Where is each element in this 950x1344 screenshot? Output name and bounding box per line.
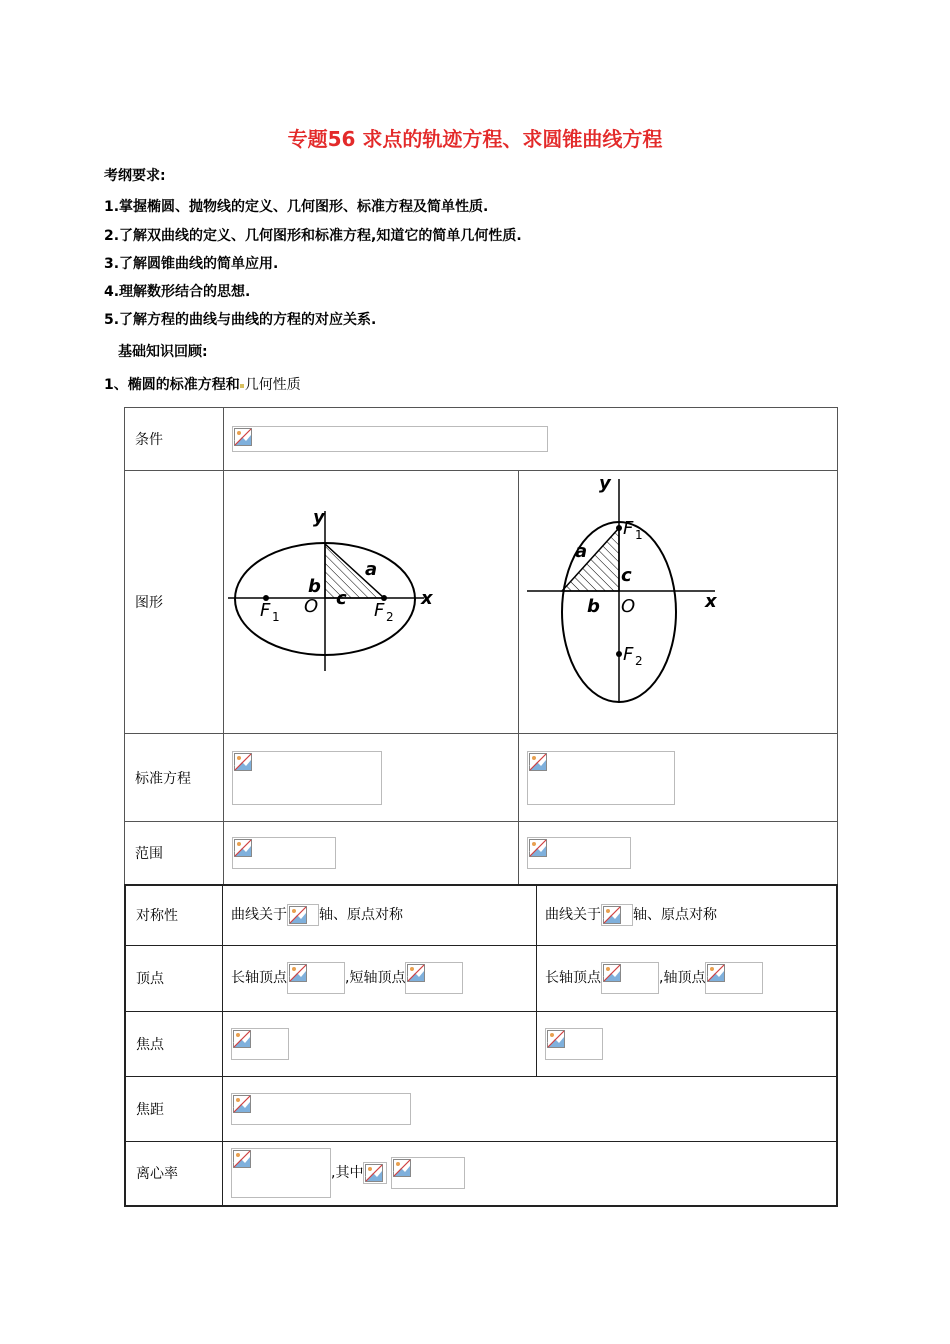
requirement-item: 4.理解数形结合的思想. [104, 284, 251, 300]
basics-heading: 基础知识回顾: [118, 344, 208, 360]
horizontal-ellipse-diagram [224, 471, 518, 733]
formula-image [405, 962, 463, 994]
focus-point-f2 [616, 651, 622, 657]
vertices-cell-right [537, 945, 838, 1011]
range-cell-right [519, 822, 838, 885]
row-label-std-equation: 标准方程 [125, 734, 224, 822]
image-top-mask [525, 471, 721, 475]
section-heading-bold: 1、椭圆的标准方程和 [104, 377, 240, 393]
ellipse-properties-table-upper [124, 407, 838, 885]
formula-image [601, 962, 659, 994]
formula-image [287, 962, 345, 994]
formula-image [545, 1028, 603, 1060]
horizontal-ellipse-figure-cell [224, 471, 519, 734]
y-axis-label: y [599, 473, 611, 494]
vertices-cell-left [223, 945, 537, 1011]
broken-image-icon [603, 964, 621, 982]
foci-cell-right [537, 1011, 838, 1076]
symmetry-post-text: 轴、原点对称 [319, 907, 403, 924]
requirement-item: 2.了解双曲线的定义、几何图形和标准方程,知道它的简单几何性质. [104, 228, 522, 244]
requirement-item: 3.了解圆锥曲线的简单应用. [104, 256, 279, 272]
section-heading [104, 374, 301, 394]
broken-image-icon [529, 839, 547, 857]
f1-subscript: 1 [635, 528, 643, 542]
long-axis-vertex-text: 长轴顶点 [545, 970, 601, 986]
broken-image-icon [365, 1164, 383, 1182]
requirements-heading: 考纲要求: [104, 168, 166, 184]
range-cell-left [224, 822, 519, 885]
formula-image [231, 1093, 411, 1125]
broken-image-icon [407, 964, 425, 982]
symmetry-pre-text: 曲线关于 [545, 907, 601, 924]
symmetry-cell-left [223, 885, 537, 945]
row-label-focal-distance: 焦距 [125, 1076, 223, 1141]
broken-image-icon [707, 964, 725, 982]
where-text: ,其中 [331, 1165, 364, 1182]
f1-label: F [260, 600, 271, 621]
formula-image [231, 1028, 289, 1060]
formula-image [231, 1148, 331, 1198]
axis-vertex-text: ,轴顶点 [659, 970, 706, 986]
formula-image [232, 426, 548, 452]
text-marker [240, 384, 244, 388]
std-equation-cell-right [519, 734, 838, 822]
short-axis-vertex-text: ,短轴顶点 [345, 970, 406, 986]
broken-image-icon [547, 1030, 565, 1048]
ellipse-properties-table-lower [124, 884, 838, 1207]
row-label-vertices: 顶点 [125, 945, 223, 1011]
formula-image [287, 904, 319, 926]
label-b: b [308, 576, 321, 597]
f2-label: F [374, 600, 385, 621]
row-label-foci: 焦点 [125, 1011, 223, 1076]
broken-image-icon [233, 1095, 251, 1113]
symmetry-post-text: 轴、原点对称 [633, 907, 717, 924]
broken-image-icon [234, 753, 252, 771]
broken-image-icon [529, 753, 547, 771]
broken-image-icon [603, 906, 621, 924]
origin-label: O [304, 596, 319, 617]
origin-label: O [621, 596, 636, 617]
condition-cell [224, 408, 838, 471]
row-label-symmetry: 对称性 [125, 885, 223, 945]
foci-cell-left [223, 1011, 537, 1076]
f2-label: F [623, 644, 634, 665]
f2-subscript: 2 [635, 654, 643, 668]
broken-image-icon [289, 964, 307, 982]
label-b: b [587, 596, 600, 617]
long-axis-vertex-text: 长轴顶点 [231, 970, 287, 986]
broken-image-icon [234, 428, 252, 446]
section-heading-normal: 几何性质 [244, 377, 301, 393]
f2-subscript: 2 [386, 610, 394, 624]
symmetry-pre-text: 曲线关于 [231, 907, 287, 924]
vertical-ellipse-figure-cell [519, 471, 838, 734]
broken-image-icon [393, 1159, 411, 1177]
f1-label: F [623, 518, 634, 539]
row-label-eccentricity: 离心率 [125, 1141, 223, 1206]
formula-image [232, 837, 336, 869]
symmetry-cell-right [537, 885, 838, 945]
row-label-condition: 条件 [125, 408, 224, 471]
formula-image [527, 837, 631, 869]
formula-image [601, 904, 633, 926]
broken-image-icon [289, 906, 307, 924]
label-a: a [575, 541, 588, 562]
label-a: a [365, 559, 378, 580]
vertical-ellipse-diagram [519, 471, 837, 733]
row-label-range: 范围 [125, 822, 224, 885]
focus-point-f1 [616, 525, 622, 531]
label-c: c [621, 565, 632, 586]
hatched-triangle [562, 528, 619, 591]
formula-image [232, 751, 382, 805]
broken-image-icon [234, 839, 252, 857]
broken-image-icon [233, 1030, 251, 1048]
requirement-item: 5.了解方程的曲线与曲线的方程的对应关系. [104, 312, 377, 328]
x-axis-label: x [421, 588, 433, 609]
focal-distance-cell [223, 1076, 838, 1141]
y-axis-label: y [313, 507, 325, 528]
requirement-item: 1.掌握椭圆、抛物线的定义、几何图形、标准方程及简单性质. [104, 199, 489, 215]
f1-subscript: 1 [272, 610, 280, 624]
page-title: 专题56 求点的轨迹方程、求圆锥曲线方程 [287, 127, 663, 151]
row-label-figure: 图形 [125, 471, 224, 734]
formula-image [527, 751, 675, 805]
formula-image [391, 1157, 465, 1189]
std-equation-cell-left [224, 734, 519, 822]
eccentricity-cell [223, 1141, 838, 1206]
label-c: c [336, 588, 347, 609]
x-axis-label: x [705, 591, 717, 612]
formula-image [363, 1162, 387, 1184]
broken-image-icon [233, 1150, 251, 1168]
formula-image [705, 962, 763, 994]
